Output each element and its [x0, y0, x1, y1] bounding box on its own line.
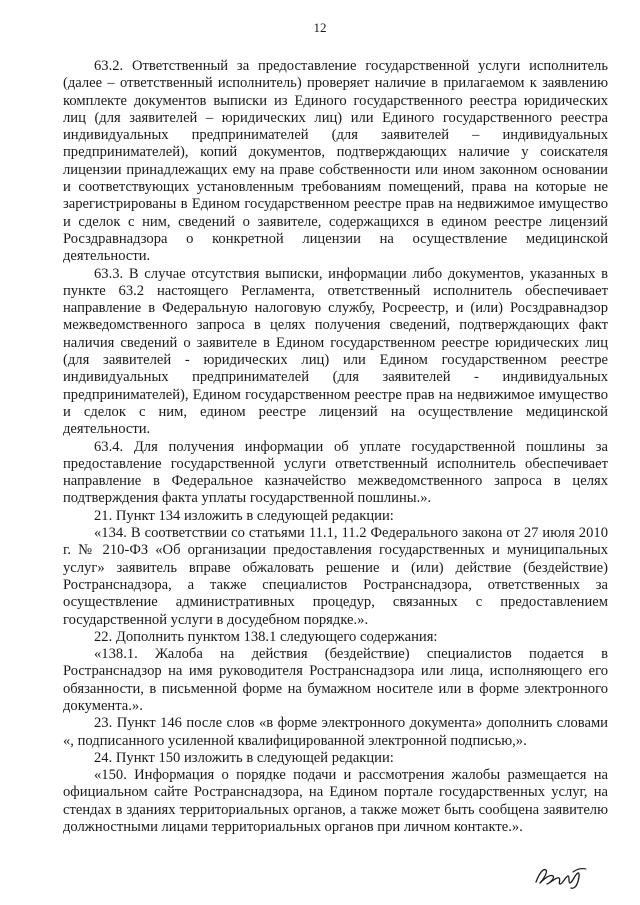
paragraph-150: «150. Информация о порядке подачи и рассмотрения жалобы размещается на официальном сайте Ространснадзора, на Едином портале государственных услуг, на стендах в зданиях территориальных органов, а также может быть сообщена заявителю должностными лицами территориальных органов при личном контакте.». [63, 767, 608, 836]
paragraph-item-22: 22. Дополнить пунктом 138.1 следующего содержания: [94, 628, 438, 645]
handwritten-signature [533, 860, 589, 890]
paragraph-134: «134. В соответствии со статьями 11.1, 11.2 Федерального закона от 27 июля 2010 г. № 210-ФЗ «Об организации предоставления государственных и муниципальных услуг» заявитель вправе обжаловать решение и (или) действие (бездействие) Ространснадзора, а также специалистов Ространснадзора, ответственных за осуществление административных процедур, связанных с предоставлением государственной услуги в досудебном порядке.». [63, 525, 608, 628]
paragraph-138-1: «138.1. Жалоба на действия (бездействие) специалистов подается в Ространснадзор на имя руководителя Ространснадзора или лица, исполняющего его обязанности, в письменной форме на бумажном носителе или в форме электронного документа.». [63, 646, 608, 714]
document-body [63, 58, 608, 836]
paragraph-item-23: 23. Пункт 146 после слов «в форме электронного документа» дополнить словами «, подписанного усиленной квалифицированной электронной подписью,». [63, 715, 608, 749]
paragraph-63-4: 63.4. Для получения информации об уплате государственной пошлины за предоставление государственной услуги ответственный исполнитель обеспечивает направление в Федеральное казначейство межведомственного запроса в целях подтверждения факта уплаты государственной пошлины.». [63, 438, 608, 507]
paragraph-63-2: 63.2. Ответственный за предоставление государственной услуги исполнитель (далее – ответственный исполнитель) проверяет наличие в прилагаемом к заявлению комплекте документов выписки из Единого государственного реестра юридических лиц (для заявителей – юридических лиц) или Единого государственного реестра индивидуальных предпринимателей (для заявителей – индивидуальных предпринимателей), копий документов, подтверждающих наличие у соискателя лицензии принадлежащих ему на праве собственности или ином законном основании и соответствующих установленным требованиям помещений, права на которые не зарегистрированы в Едином государственном реестре прав на недвижимое имущество и сделок с ним, сведений о заявителе, содержащихся в едином реестре лицензий Росздравнадзора о конкретной лицензии на осуществление медицинской деятельности. [63, 58, 608, 265]
paragraph-item-24: 24. Пункт 150 изложить в следующей редакции: [94, 749, 394, 766]
page-number: 12 [313, 20, 327, 35]
paragraph-63-3: 63.3. В случае отсутствия выписки, информации либо документов, указанных в пункте 63.2 настоящего Регламента, ответственный исполнитель обеспечивает направление в Федеральную налоговую службу, Росреестр, и (или) Росздравнадзор межведомственного запроса в целях получения сведений, подтверждающих факт наличия сведений о заявителе в Едином государственном реестре юридических лиц (для заявителей - юридических лиц) или Едином государственном реестре индивидуальных предпринимателей (для заявителей - индивидуальных предпринимателей), Едином государственном реестре прав на недвижимое имущество и сделок с ним, едином реестре лицензий на осуществление медицинской деятельности. [63, 265, 608, 438]
paragraph-item-21: 21. Пункт 134 изложить в следующей редакции: [94, 507, 394, 524]
